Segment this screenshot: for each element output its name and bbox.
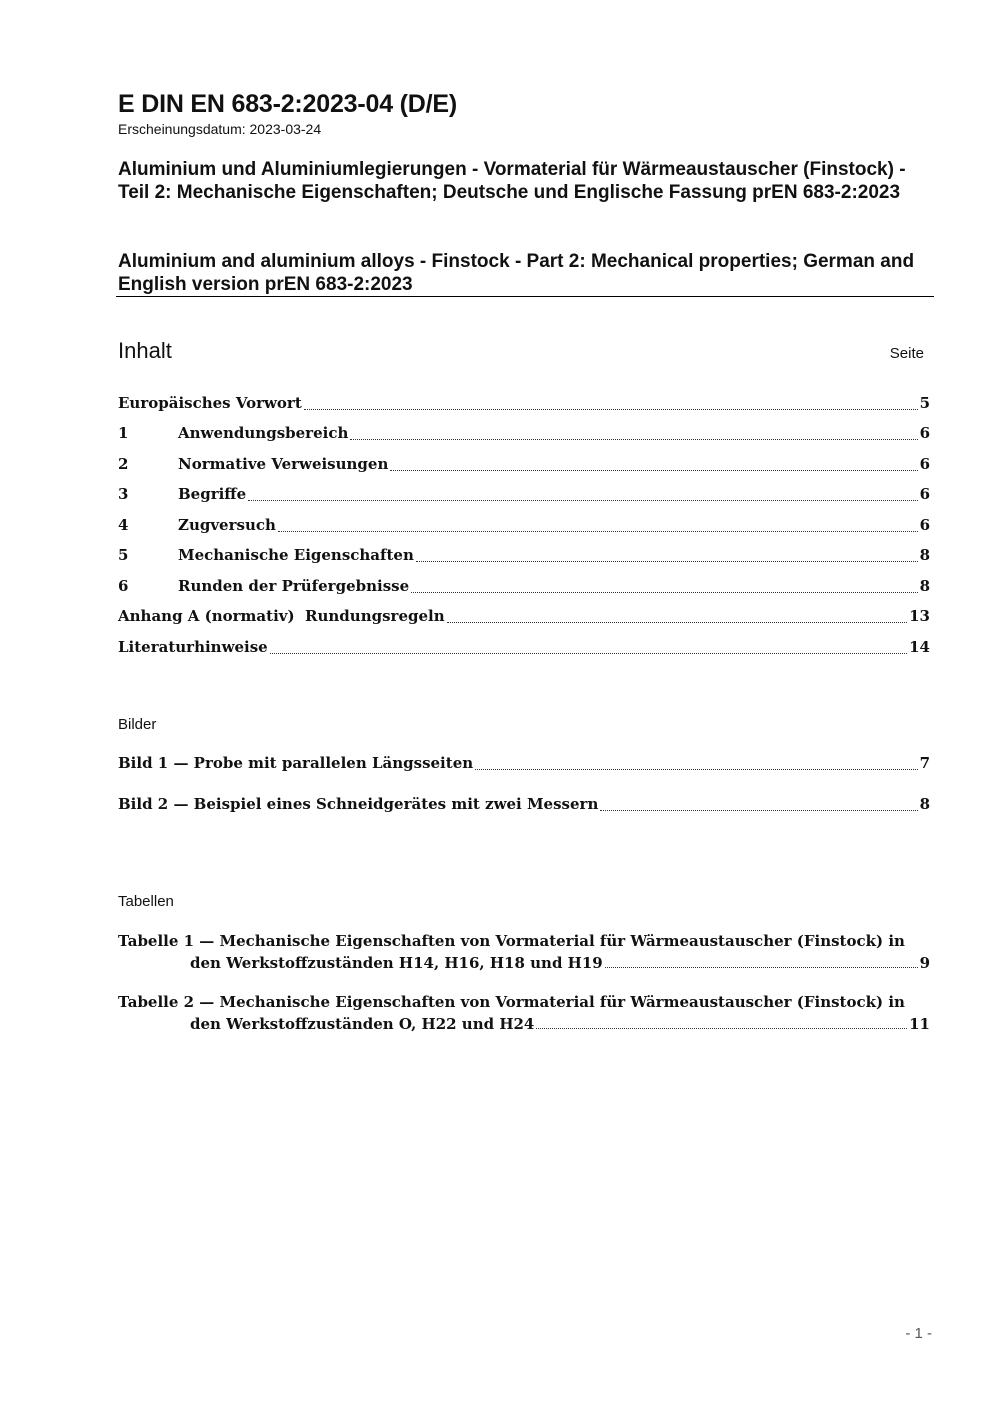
- toc-leader: [605, 966, 918, 968]
- toc-entry[interactable]: [118, 546, 930, 568]
- toc-entry-number: 1: [118, 424, 129, 442]
- publication-date: Erscheinungsdatum: 2023-03-24: [118, 121, 322, 137]
- toc-leader: [475, 768, 917, 770]
- title-german: Aluminium und Aluminiumlegierungen - Vormaterial für Wärmeaustauscher (Finstock) - Teil 2: Mechanische Eigenschaften; Deutsche und Englische Fassung prEN 683-2:2023: [118, 159, 906, 203]
- toc-entry-title: Mechanische Eigenschaften: [178, 546, 414, 564]
- toc-entry-number: 4: [118, 516, 129, 534]
- toc-entry-page: 8: [919, 546, 930, 564]
- table-entry-title-line2: den Werkstoffzuständen O, H22 und H24: [190, 1015, 535, 1033]
- figure-entry-title: Bild 2 — Beispiel eines Schneidgerätes mit zwei Messern: [118, 795, 599, 813]
- toc-entry-page: 6: [919, 455, 930, 473]
- toc-entry[interactable]: [118, 516, 930, 538]
- toc-entry[interactable]: [118, 424, 930, 446]
- table-entry[interactable]: [118, 991, 930, 1035]
- toc-entry-page: 14: [909, 638, 930, 656]
- toc-entry-title: Europäisches Vorwort: [118, 394, 302, 412]
- toc-leader: [304, 408, 918, 410]
- table-entry-line2: [118, 952, 930, 974]
- toc-leader: [390, 469, 917, 471]
- title-divider: [116, 296, 934, 297]
- toc-entry-page: 6: [919, 424, 930, 442]
- toc-leader: [350, 438, 917, 440]
- figure-entry-title: Bild 1 — Probe mit parallelen Längsseiten: [118, 754, 474, 772]
- toc-leader: [447, 621, 908, 623]
- toc-entry-number: 2: [118, 455, 129, 473]
- toc-entry[interactable]: [118, 394, 930, 416]
- figure-entry-page: 8: [919, 795, 930, 813]
- toc-entry-page: 6: [919, 516, 930, 534]
- document-title: E DIN EN 683-2:2023-04 (D/E): [118, 90, 457, 118]
- toc-entry[interactable]: [118, 485, 930, 507]
- toc-entry-page: 8: [919, 577, 930, 595]
- toc-entry-title: Literaturhinweise: [118, 638, 268, 656]
- toc-leader: [416, 560, 918, 562]
- toc-entry[interactable]: [118, 638, 930, 660]
- toc-entry-title: Anhang A (normativ) Rundungsregeln: [118, 607, 445, 625]
- toc-entry-title: Anwendungsbereich: [178, 424, 349, 442]
- table-entry[interactable]: [118, 930, 930, 974]
- figure-entry[interactable]: [118, 795, 930, 817]
- toc-entry-number: 3: [118, 485, 129, 503]
- toc-leader: [278, 530, 918, 532]
- toc-entry-title: Runden der Prüfergebnisse: [178, 577, 410, 595]
- toc-leader: [411, 591, 917, 593]
- figures-heading: Bilder: [118, 716, 157, 733]
- toc-entry-page: 5: [919, 394, 930, 412]
- page-number: - 1 -: [905, 1325, 932, 1342]
- figure-entry-page: 7: [919, 754, 930, 772]
- toc-entry[interactable]: [118, 455, 930, 477]
- toc-leader: [536, 1027, 907, 1029]
- title-english: Aluminium and aluminium alloys - Finstock - Part 2: Mechanical properties; German and English version prEN 683-2:2023: [118, 251, 915, 295]
- toc-leader: [248, 499, 917, 501]
- toc-leader: [600, 809, 917, 811]
- toc-entry-title: Begriffe: [178, 485, 247, 503]
- table-entry-title-line2: den Werkstoffzuständen H14, H16, H18 und H19: [190, 954, 603, 972]
- table-entry-title-line1: Tabelle 1 — Mechanische Eigenschaften von Vormaterial für Wärmeaustauscher (Finstock) in: [118, 932, 905, 950]
- toc-entry-title: Normative Verweisungen: [178, 455, 389, 473]
- table-entry-page: 11: [909, 1015, 930, 1033]
- toc-page-label: Seite: [889, 345, 924, 362]
- toc-entry-page: 6: [919, 485, 930, 503]
- table-entry-title-line1: Tabelle 2 — Mechanische Eigenschaften von Vormaterial für Wärmeaustauscher (Finstock) in: [118, 993, 905, 1011]
- tables-heading: Tabellen: [118, 893, 174, 910]
- toc-entry-number: 6: [118, 577, 129, 595]
- table-entry-line2: [118, 1013, 930, 1035]
- toc-leader: [270, 652, 907, 654]
- figure-entry[interactable]: [118, 754, 930, 776]
- table-entry-page: 9: [919, 954, 930, 972]
- toc-entry-title: Zugversuch: [178, 516, 276, 534]
- toc-entry[interactable]: [118, 577, 930, 599]
- toc-entry-number: 5: [118, 546, 129, 564]
- toc-entry-page: 13: [909, 607, 930, 625]
- toc-heading: Inhalt: [118, 338, 172, 363]
- toc-entry[interactable]: [118, 607, 930, 629]
